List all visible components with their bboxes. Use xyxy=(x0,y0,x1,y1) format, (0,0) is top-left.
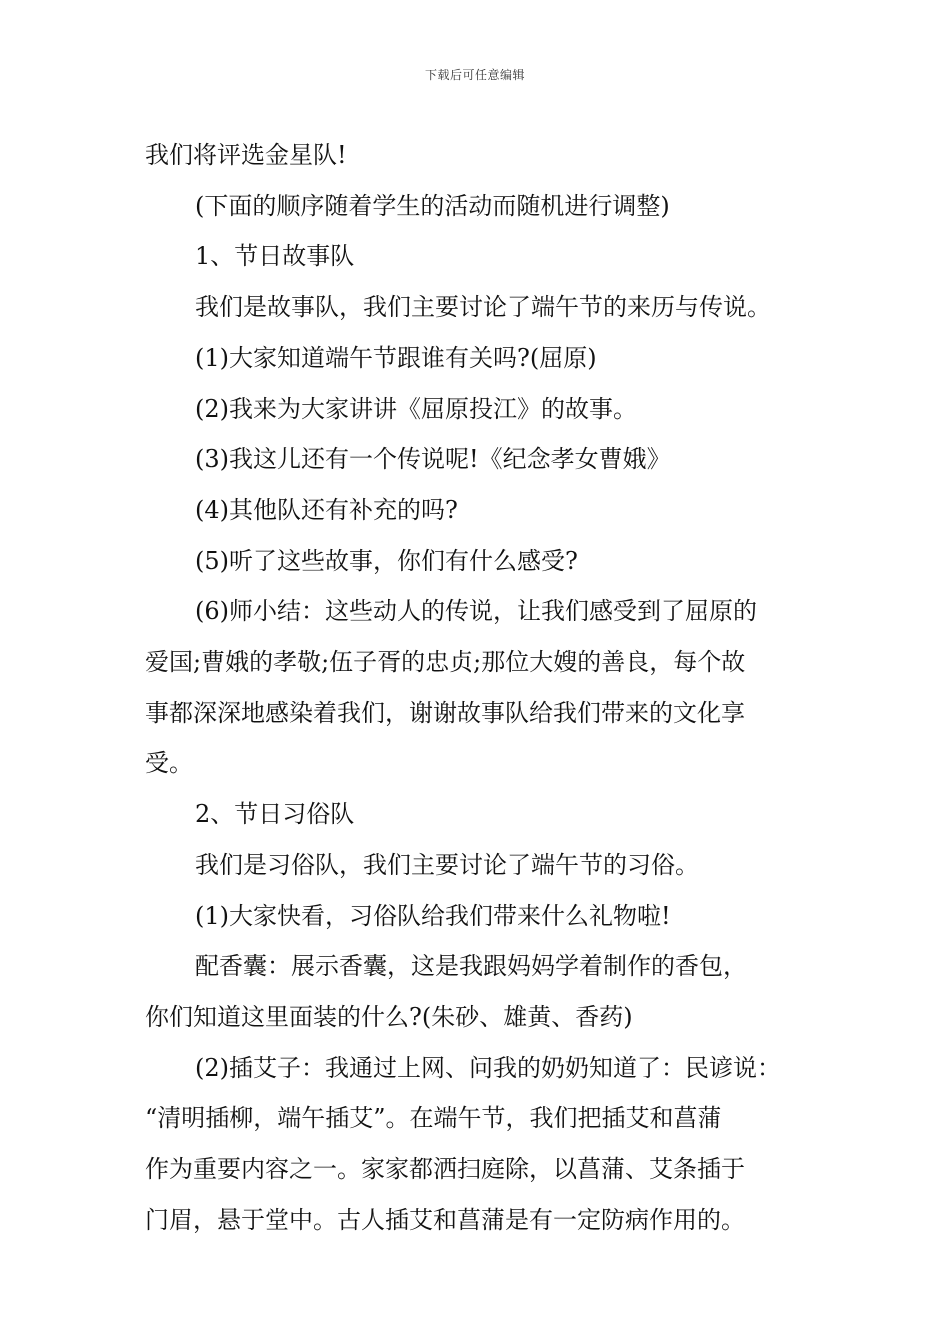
text-line: 我们是故事队，我们主要讨论了端午节的来历与传说。 xyxy=(195,293,771,322)
list-item: (1)大家快看，习俗队给我们带来什么礼物啦! xyxy=(195,901,671,930)
text-line: 受。 xyxy=(145,749,193,778)
text-line: 门眉，悬于堂中。古人插艾和菖蒲是有一定防病作用的。 xyxy=(145,1205,745,1234)
text-line: (下面的顺序随着学生的活动而随机进行调整) xyxy=(195,191,670,220)
text-line: 你们知道这里面装的什么?(朱砂、雄黄、香药) xyxy=(145,1002,633,1031)
document-body xyxy=(145,130,815,1245)
list-item: (3)我这儿还有一个传说呢!《纪念孝女曹娥》 xyxy=(195,445,671,474)
text-line: 作为重要内容之一。家家都洒扫庭除，以菖蒲、艾条插于 xyxy=(145,1155,745,1184)
list-item: (2)插艾子：我通过上网、问我的奶奶知道了：民谚说： xyxy=(195,1053,781,1082)
text-line: 爱国;曹娥的孝敬;伍子胥的忠贞;那位大嫂的善良，每个故 xyxy=(145,648,746,677)
section-heading: 2、节日习俗队 xyxy=(195,800,355,829)
list-item: (4)其他队还有补充的吗? xyxy=(195,495,458,524)
text-line: 事都深深地感染着我们，谢谢故事队给我们带来的文化享 xyxy=(145,698,745,727)
list-item: (2)我来为大家讲讲《屈原投江》的故事。 xyxy=(195,394,637,423)
text-line: 配香囊：展示香囊，这是我跟妈妈学着制作的香包， xyxy=(195,952,747,981)
text-line: “清明插柳，端午插艾”。在端午节，我们把插艾和菖蒲 xyxy=(145,1104,722,1133)
list-item: (1)大家知道端午节跟谁有关吗?(屈原) xyxy=(195,343,597,372)
text-line: 我们将评选金星队! xyxy=(145,141,347,169)
list-item: (6)师小结：这些动人的传说，让我们感受到了屈原的 xyxy=(195,597,757,626)
section-heading: 1、节日故事队 xyxy=(195,242,355,271)
page-header: 下载后可任意编辑 xyxy=(424,68,525,82)
list-item: (5)听了这些故事，你们有什么感受? xyxy=(195,546,578,575)
text-line: 我们是习俗队，我们主要讨论了端午节的习俗。 xyxy=(195,850,699,879)
